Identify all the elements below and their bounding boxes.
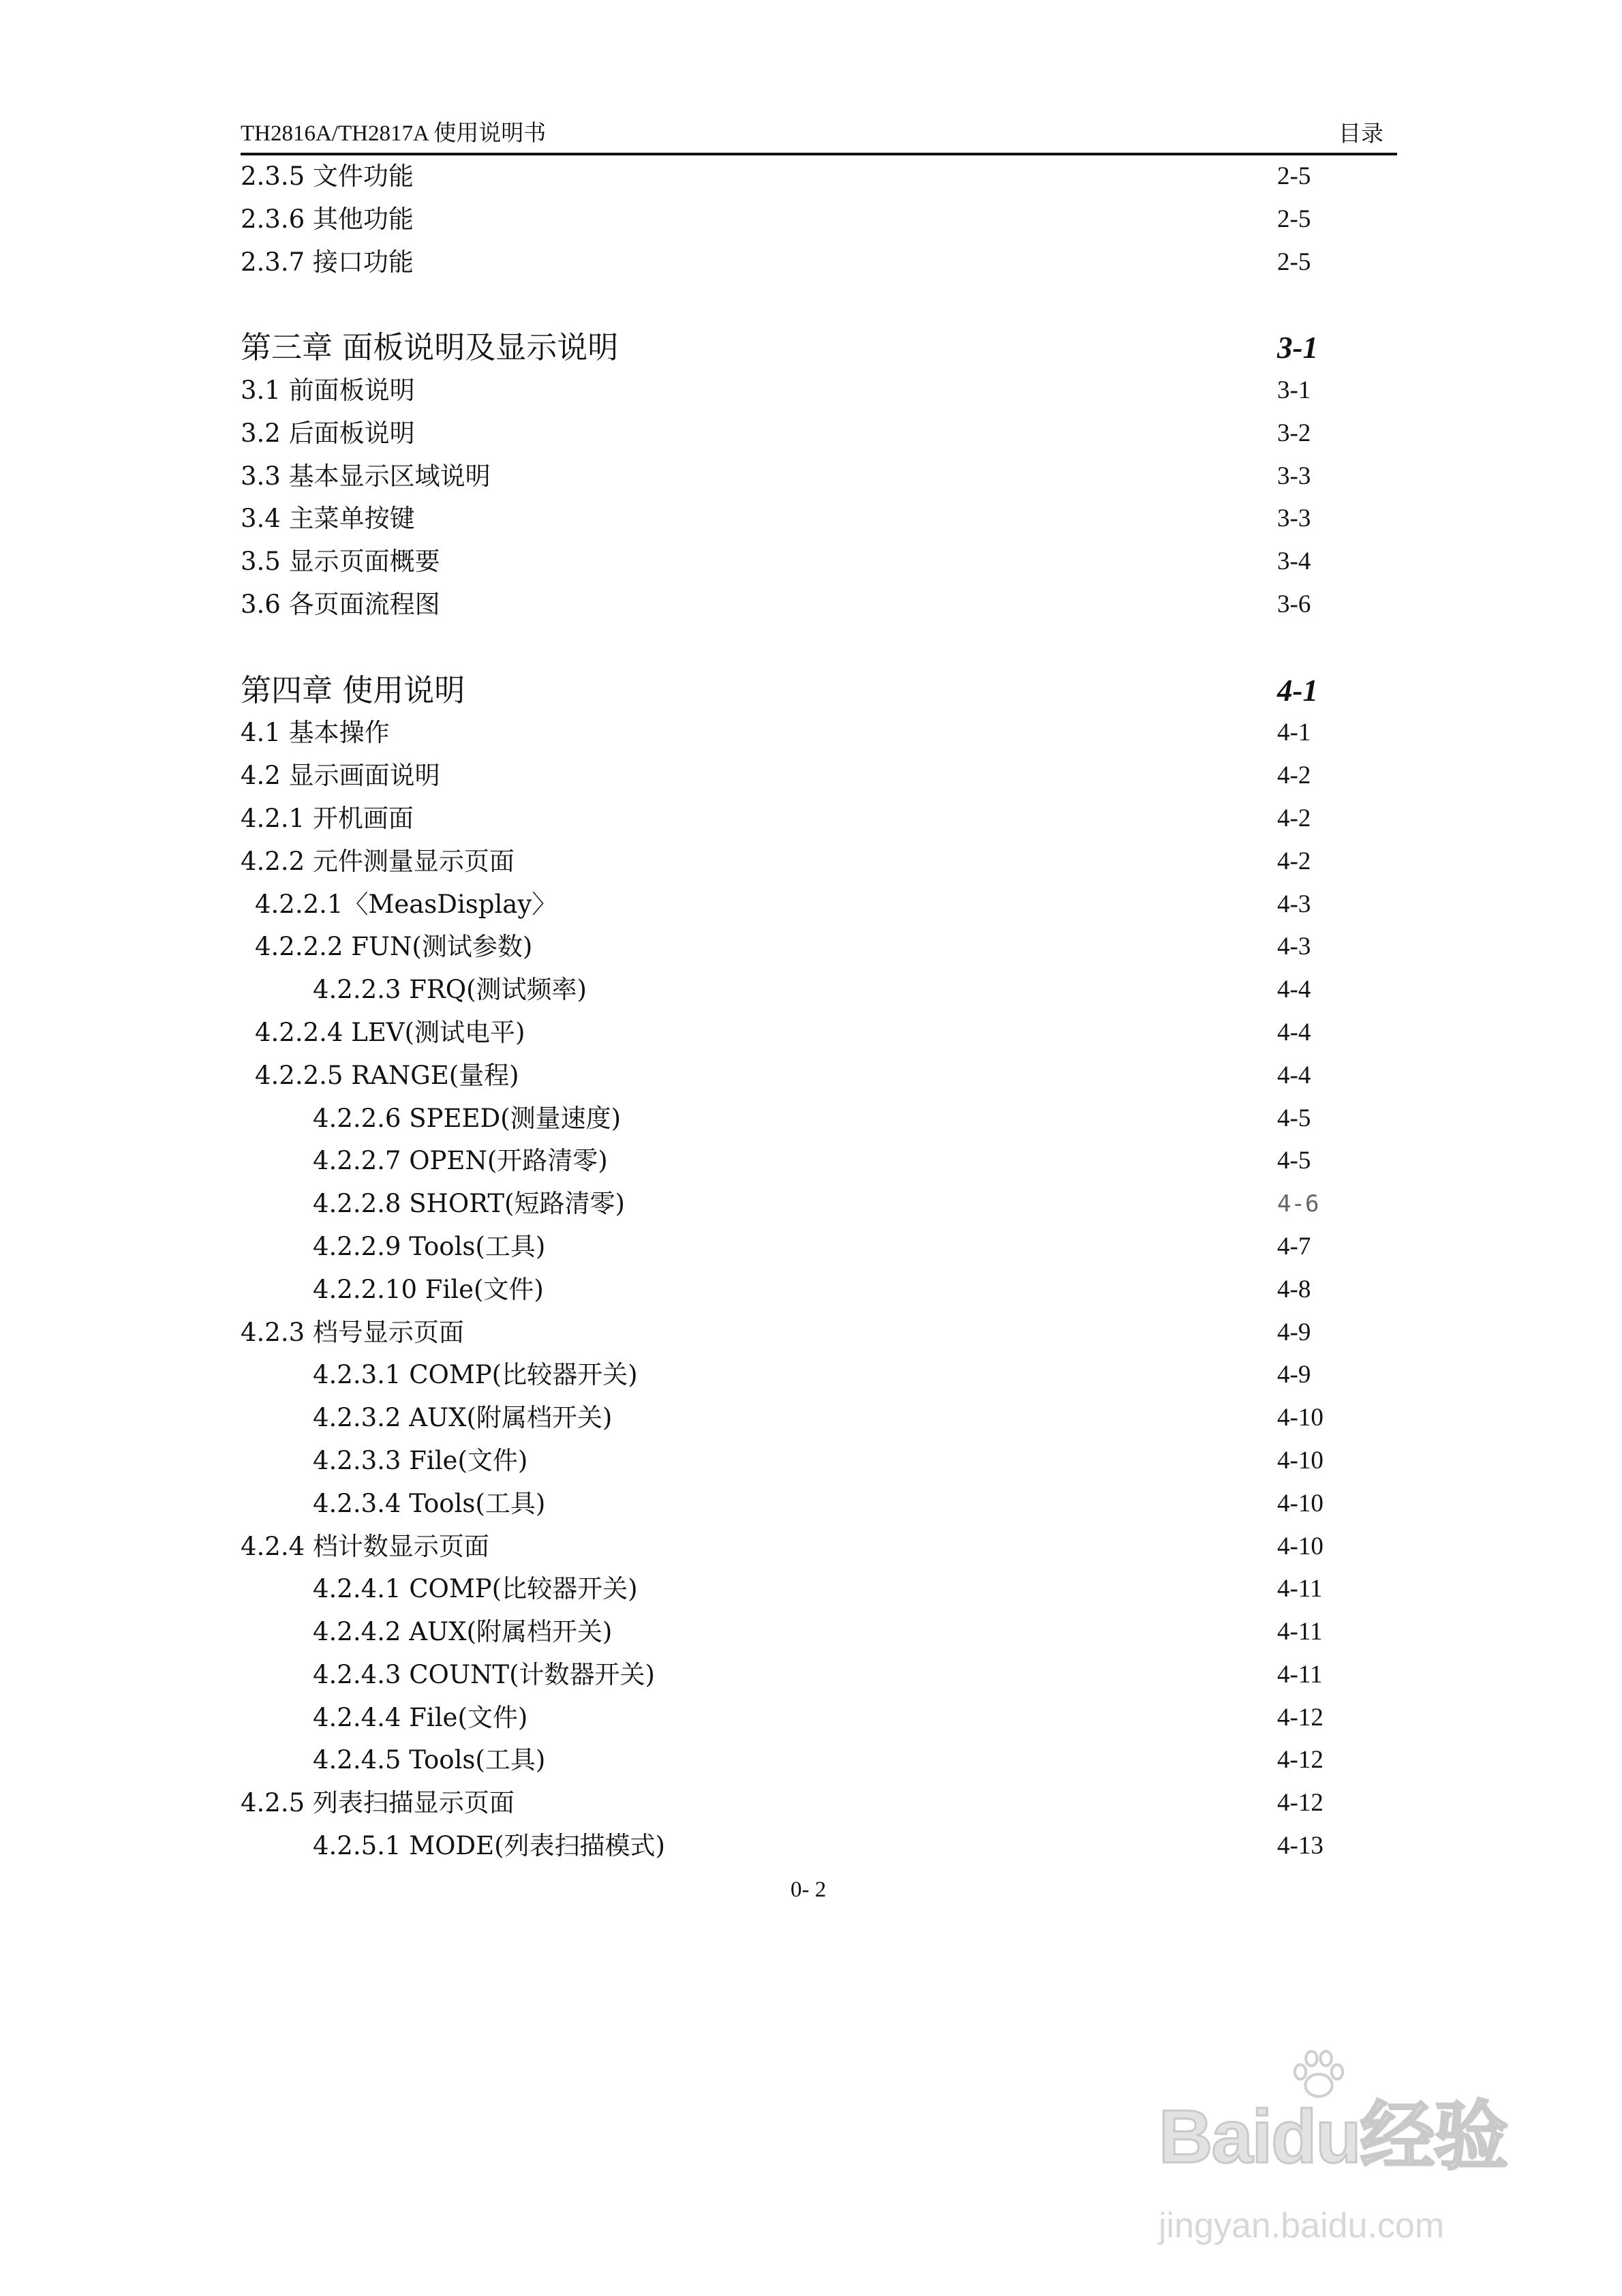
toc-entry: [241, 1526, 1399, 1569]
toc-entry: [241, 1697, 1399, 1740]
toc-entry-page: 4-2: [1277, 847, 1311, 875]
watermark-brand: Baidu经验: [1159, 2095, 1508, 2179]
toc-entry-title: 4.2.3.3 File(文件): [313, 1445, 528, 1475]
toc-entry-page: 4-13: [1277, 1832, 1323, 1860]
toc-entry-title: 第三章 面板说明及显示说明: [241, 329, 619, 366]
toc-entry: [241, 455, 1399, 498]
toc-entry-page: 4-3: [1277, 890, 1311, 918]
toc-entry: [241, 155, 1399, 198]
toc-entry-title: 4.2.2.7 OPEN(开路清零): [313, 1146, 608, 1176]
toc-entry-title: 4.2.2 元件测量显示页面: [241, 846, 515, 876]
section-name: 目录: [1338, 120, 1383, 147]
toc-entry-title: 4.2.2.9 Tools(工具): [313, 1231, 546, 1261]
toc-entry-page: 4-12: [1277, 1703, 1323, 1732]
toc-entry-title: 4.2.2.2 FUN(测试参数): [255, 932, 533, 962]
toc-entry-page: 2-5: [1277, 247, 1311, 276]
toc-entry-title: 4.2.5 列表扫描显示页面: [241, 1788, 515, 1818]
toc-entry-title: 3.4 主菜单按键: [241, 504, 415, 534]
toc-entry-title: 4.2.2.4 LEV(测试电平): [255, 1017, 525, 1047]
toc-entry-page: 4-4: [1277, 976, 1311, 1004]
spacer: [241, 626, 1399, 669]
toc-entry-title: 4.2.2.5 RANGE(量程): [255, 1060, 519, 1090]
toc-entry: [241, 541, 1399, 584]
page-number: 0- 2: [791, 1877, 827, 1902]
table-of-contents: [241, 155, 1399, 1868]
toc-entry-page: 3-4: [1277, 547, 1311, 576]
toc-entry-page: 4-7: [1277, 1232, 1311, 1260]
toc-entry-page: 4-11: [1277, 1575, 1323, 1603]
toc-entry-title: 4.2.2.8 SHORT(短路清零): [313, 1189, 625, 1219]
toc-entry-title: 4.2.2.1〈MeasDisplay〉: [255, 889, 557, 919]
toc-entry: [241, 369, 1399, 412]
toc-entry-title: 第四章 使用说明: [241, 671, 465, 708]
toc-entry-page: 4-9: [1277, 1318, 1311, 1346]
toc-entry: [241, 969, 1399, 1012]
toc-entry-title: 2.3.5 文件功能: [241, 162, 414, 191]
toc-chapter-heading: [241, 669, 1399, 712]
toc-entry: [241, 1012, 1399, 1055]
toc-entry-page: 4-11: [1277, 1618, 1323, 1646]
toc-entry-title: 3.6 各页面流程图: [241, 589, 440, 619]
toc-entry-title: 3.3 基本显示区域说明: [241, 461, 491, 491]
toc-entry-page: 4-9: [1277, 1361, 1311, 1389]
toc-entry-page: 3-6: [1277, 590, 1311, 618]
spacer: [241, 284, 1399, 327]
toc-entry-page: 4-4: [1277, 1061, 1311, 1089]
toc-entry-title: 4.2.4.4 File(文件): [313, 1702, 528, 1732]
toc-entry-page: 3-3: [1277, 504, 1311, 533]
toc-entry-page: 4-10: [1277, 1404, 1323, 1432]
toc-entry-title: 4.2.3 档号显示页面: [241, 1317, 464, 1347]
toc-entry: [241, 1183, 1399, 1226]
toc-entry-page: 4-10: [1277, 1446, 1323, 1475]
toc-entry-page: 3-1: [1277, 331, 1318, 365]
toc-entry-title: 3.5 显示页面概要: [241, 547, 440, 577]
toc-chapter-heading: [241, 327, 1399, 369]
toc-entry: [241, 1739, 1399, 1782]
toc-entry-title: 4.2.3.2 AUX(附属档开关): [313, 1403, 613, 1433]
toc-entry: [241, 498, 1399, 541]
toc-entry-title: 4.2.1 开机画面: [241, 803, 414, 833]
toc-entry: [241, 1312, 1399, 1355]
toc-entry-page: 2-5: [1277, 205, 1311, 233]
toc-entry: [241, 1568, 1399, 1611]
toc-entry-page: 4-2: [1277, 804, 1311, 832]
toc-entry: [241, 755, 1399, 798]
toc-entry-title: 4.2.2.10 File(文件): [313, 1274, 544, 1304]
toc-entry: [241, 1654, 1399, 1697]
toc-entry-page: 4-5: [1277, 1104, 1311, 1132]
toc-entry: [241, 584, 1399, 626]
document-title: TH2816A/TH2817A 使用说明书: [241, 121, 547, 146]
toc-entry-page: 4-11: [1277, 1660, 1323, 1689]
toc-entry-title: 4.2.5.1 MODE(列表扫描模式): [313, 1831, 665, 1861]
toc-entry: [241, 1397, 1399, 1440]
toc-entry: [241, 1140, 1399, 1183]
toc-entry: [241, 1354, 1399, 1397]
toc-entry-page: 4-4: [1277, 1018, 1311, 1046]
toc-entry: [241, 1825, 1399, 1868]
toc-entry-title: 4.2.3.4 Tools(工具): [313, 1488, 546, 1518]
toc-entry-title: 4.2.3.1 COMP(比较器开关): [313, 1360, 638, 1390]
toc-entry-page: 4-6: [1277, 1190, 1319, 1218]
toc-entry-page: 4-5: [1277, 1147, 1311, 1175]
toc-entry: [241, 798, 1399, 841]
toc-entry-page: 2-5: [1277, 162, 1311, 190]
toc-entry-title: 4.2.4.1 COMP(比较器开关): [313, 1574, 638, 1604]
toc-entry: [241, 883, 1399, 926]
toc-entry-title: 4.2.2.6 SPEED(测量速度): [313, 1103, 622, 1133]
toc-entry-title: 4.2 显示画面说明: [241, 761, 440, 791]
toc-entry: [241, 1611, 1399, 1654]
toc-entry-page: 3-2: [1277, 419, 1311, 447]
toc-entry-page: 4-10: [1277, 1532, 1323, 1560]
toc-entry: [241, 1269, 1399, 1312]
page-header: [241, 115, 1397, 155]
toc-entry-page: 4-8: [1277, 1275, 1311, 1303]
toc-entry: [241, 1440, 1399, 1483]
toc-entry-page: 4-12: [1277, 1789, 1323, 1817]
toc-entry: [241, 1098, 1399, 1141]
toc-entry-page: 3-3: [1277, 462, 1311, 490]
toc-entry-title: 3.2 后面板说明: [241, 418, 415, 448]
toc-entry: [241, 712, 1399, 755]
baidu-jingyan-watermark: [1159, 2045, 1567, 2270]
toc-entry-page: 4-1: [1277, 673, 1318, 708]
toc-entry-title: 3.1 前面板说明: [241, 375, 415, 405]
toc-entry-title: 4.2.2.3 FRQ(测试频率): [313, 975, 587, 1005]
toc-entry-page: 4-1: [1277, 719, 1311, 747]
toc-entry: [241, 198, 1399, 241]
toc-entry-page: 4-2: [1277, 761, 1311, 790]
toc-entry-title: 4.2.4 档计数显示页面: [241, 1531, 489, 1561]
toc-entry-page: 4-3: [1277, 933, 1311, 961]
toc-entry: [241, 926, 1399, 969]
watermark-url: jingyan.baidu.com: [1159, 2206, 1445, 2246]
toc-entry-page: 3-1: [1277, 376, 1311, 404]
toc-entry: [241, 1782, 1399, 1825]
toc-entry-title: 4.2.4.3 COUNT(计数器开关): [313, 1659, 655, 1689]
toc-entry-page: 4-12: [1277, 1746, 1323, 1774]
toc-entry-title: 2.3.6 其他功能: [241, 204, 414, 234]
toc-entry-page: 4-10: [1277, 1489, 1323, 1517]
toc-entry: [241, 841, 1399, 883]
toc-entry-title: 4.1 基本操作: [241, 718, 390, 748]
toc-entry-title: 2.3.7 接口功能: [241, 247, 414, 277]
toc-entry: [241, 412, 1399, 455]
toc-entry: [241, 1483, 1399, 1526]
toc-entry: [241, 1055, 1399, 1098]
toc-entry-title: 4.2.4.2 AUX(附属档开关): [313, 1617, 613, 1647]
toc-entry: [241, 1226, 1399, 1269]
toc-entry: [241, 241, 1399, 284]
toc-entry-title: 4.2.4.5 Tools(工具): [313, 1745, 546, 1775]
